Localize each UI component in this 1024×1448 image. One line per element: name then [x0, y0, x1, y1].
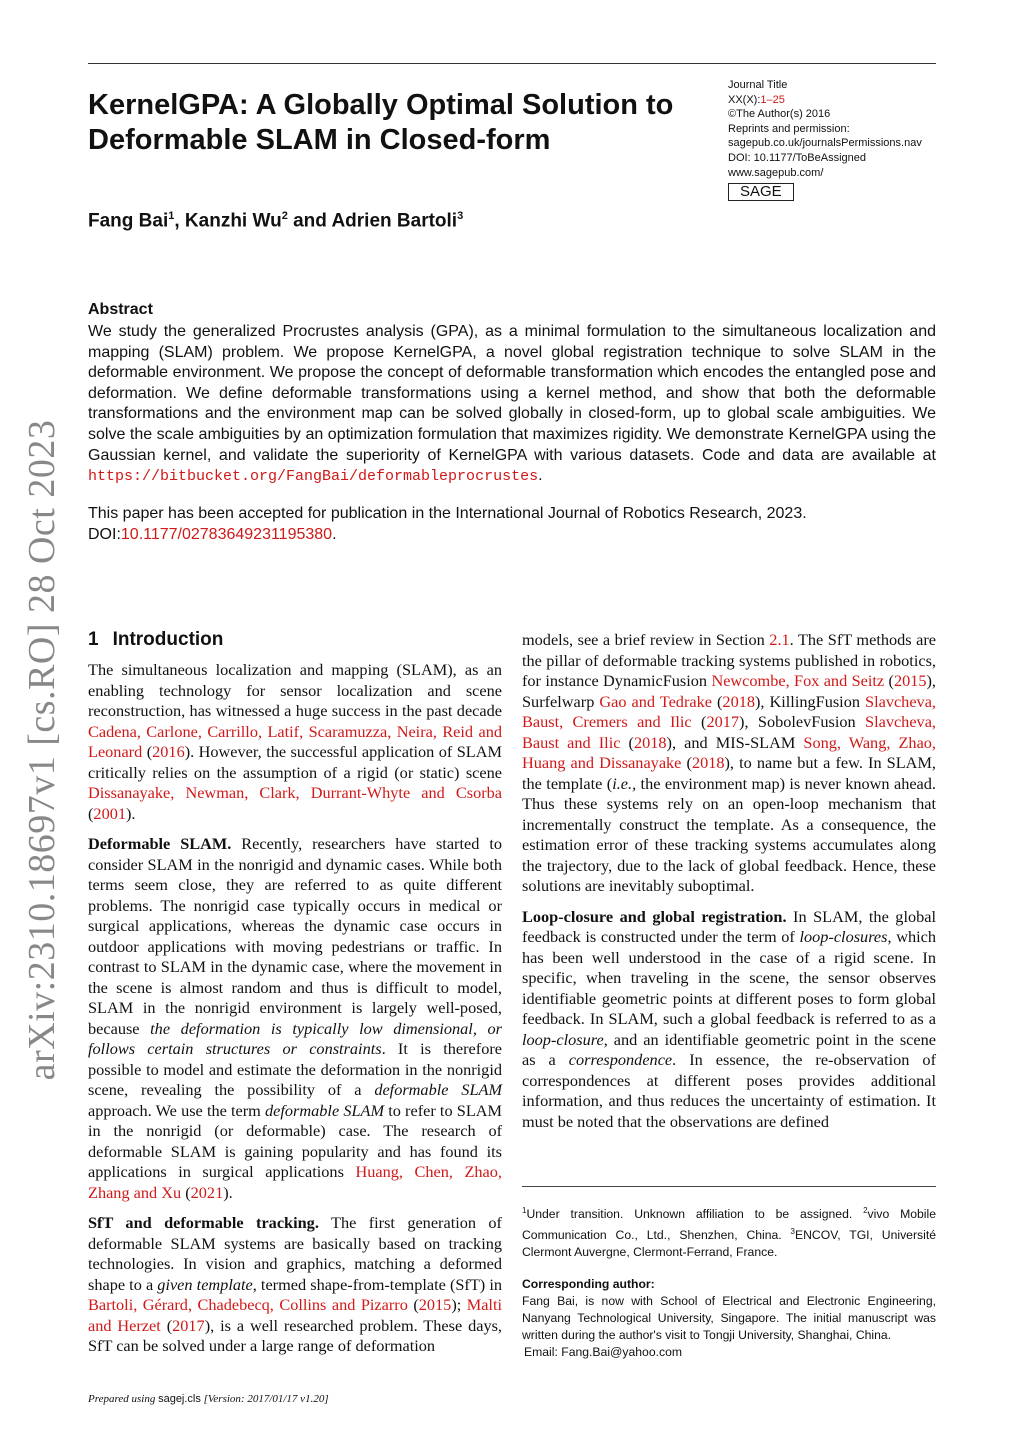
footnote-mark: 3 [790, 1227, 795, 1237]
author-name: Adrien Bartoli [331, 210, 458, 232]
permissions-url: sagepub.co.uk/journalsPermissions.nav [728, 137, 922, 150]
citation-link[interactable]: Malti and Herzet [88, 1295, 503, 1335]
citation-link[interactable]: Song, Wang, Zhao, Huang and Dissanayake [522, 732, 937, 772]
citation-link[interactable]: 2017 [706, 712, 740, 731]
section-heading [88, 629, 223, 651]
text-run: ( [142, 742, 153, 761]
text-run: loop-closures [799, 927, 888, 946]
citation-link[interactable]: Bartoli, Gérard, Chadebecq, Collins and Pizarro [88, 1295, 408, 1314]
author-separator: and [287, 210, 332, 232]
text-run: DOI: [88, 525, 121, 543]
text-run: ); [451, 1295, 467, 1314]
sage-logo: SAGE [728, 183, 794, 201]
text-run: deformable SLAM [374, 1080, 503, 1099]
paragraph [88, 1213, 502, 1357]
footer-class-file: sagej.cls [158, 1393, 201, 1405]
top-rule [88, 63, 936, 64]
text-run: . [332, 525, 337, 543]
volume-label: XX(X): [728, 93, 761, 106]
text-run: ), and MIS-SLAM [666, 732, 804, 752]
citation-link[interactable]: Dissanayake, Newman, Clark, Durrant-Whyte and Csorba [88, 783, 502, 802]
text-run: ( [711, 691, 723, 711]
footnotes [522, 1202, 936, 1361]
journal-info [728, 78, 922, 201]
citation-link[interactable]: Slavcheva, Baust and Ilic [522, 712, 936, 752]
text-run: correspondence [568, 1050, 673, 1069]
footnote-rule [522, 1186, 936, 1187]
corresponding-author-text: Fang Bai, is now with School of Electrical and Electronic Engineering, Nanyang Technological University, Singapore. The initial manuscript was written during the author's visit to Tongji University, Shanghai, China. [522, 1294, 936, 1343]
paragraph-heading: Loop-closure and global registration. [522, 906, 787, 926]
abstract-body [88, 322, 936, 488]
citation-link[interactable]: Cadena, Carlone, Carrillo, Latif, Scaramuzza, Neira, Reid and Leonard [88, 721, 502, 761]
text-run: models, see a brief review in Section [522, 630, 770, 649]
author-list [88, 210, 463, 232]
text-run: ), to name but a few. In SLAM, the template ( [522, 753, 936, 793]
text-run: This paper has been accepted for publication in the International Journal of Robotics Research, 2023. [88, 505, 807, 522]
citation-link[interactable]: 2001 [93, 803, 126, 823]
text-run: the environment map) is never known ahead. Thus these systems rely on an open-loop mechanism that incrementally construct the template. As a consequence, the estimation error of these tracking systems accumulates along the trajectory, due to the lack of global feedback. Hence, these solutions are inevitably suboptimal. [522, 773, 936, 895]
acceptance-note [88, 504, 936, 545]
paragraph-heading: SfT and deformable tracking. [88, 1213, 319, 1232]
citation-link[interactable]: 2017 [172, 1315, 205, 1335]
text-run: , which has been well understood in the case of a rigid scene. In specific, when traveling in the scene, the sensor observes identifiable geometric points at different poses to form global feedback. In SLAM, such a global feedback is referred to as a [522, 927, 936, 1028]
text-run: . It is therefore possible to model and estimate the deformation in the nonrigid scene, revealing the possibility of a [88, 1039, 502, 1099]
text-run: i.e., [612, 773, 637, 793]
footnote-mark: 2 [863, 1206, 868, 1215]
footer-version: [Version: 2017/01/17 v1.20] [200, 1393, 329, 1405]
author-name: Kanzhi Wu [184, 210, 282, 232]
paragraph [522, 907, 936, 1133]
text-run: Recently, researchers have started to consider SLAM in the nonrigid and dynamic cases. While both terms seem close, they are referred to as quite different problems. The nonrigid case typically occurs in medical or surgical applications, whereas the dynamic case occurs in outdoor applications with moving pedestrians or traffic. In contrast to SLAM in the dynamic case, where the movement in the scene is almost random and thus is difficult to model, SLAM in the nonrigid environment is largely well-posed, because [88, 834, 502, 1038]
affiliation: ENCOV, TGI, Université Clermont Auvergne, Clermont-Ferrand, France. [522, 1228, 936, 1260]
author-affiliation-mark: 1 [168, 210, 175, 222]
text-run: ( [407, 1295, 419, 1314]
arxiv-stamp: arXiv:2310.18697v1 [cs.RO] 28 Oct 2023 [21, 419, 63, 1081]
citation-link[interactable]: 2018 [691, 753, 725, 772]
abstract-heading: Abstract [88, 301, 153, 318]
journal-volume [728, 93, 922, 108]
paragraph [522, 630, 936, 897]
footer-prefix: Prepared using [88, 1393, 159, 1405]
text-run: ( [620, 732, 634, 752]
text-run: The first generation of deformable SLAM systems are basically based on tracking technologies. In vision and graphics, matching a deformed shape to a [88, 1213, 502, 1294]
affiliation: Under transition. Unknown affiliation to be assigned. [526, 1207, 864, 1222]
citation-link[interactable]: Huang, Chen, Zhao, Zhang and Xu [88, 1162, 502, 1202]
author-affiliation-mark: 3 [457, 210, 464, 222]
journal-doi: DOI: 10.1177/ToBeAssigned [728, 151, 866, 164]
citation-link[interactable]: https://bitbucket.org/FangBai/deformableprocrustes [88, 468, 539, 486]
citation-link[interactable]: 2015 [893, 671, 927, 690]
citation-link[interactable]: 2016 [152, 742, 185, 761]
text-run: ), Surfelwarp [522, 671, 936, 711]
text-run: deformable SLAM [265, 1100, 385, 1120]
text-run: ), KillingFusion [754, 691, 866, 711]
author-separator: , [174, 210, 185, 232]
left-column [88, 660, 502, 1367]
text-run: ), is a well researched problem. These days, SfT can be solved under a large range of deformation [88, 1315, 502, 1355]
paper-title: KernelGPA: A Globally Optimal Solution to Deformable SLAM in Closed-form [88, 89, 674, 156]
citation-link[interactable]: 2015 [418, 1295, 452, 1314]
author-name: Fang Bai [88, 210, 169, 232]
text-run: We study the generalized Procrustes analysis (GPA), as a minimal formulation to the simultaneous localization and mapping (SLAM) problem. We propose KernelGPA, a novel global registration technique to solve SLAM in the deformable environment. We propose the concept of deformable transformation which encodes the entangled pose and deformation. We define deformable transformations using a kernel method, and show that both the deformable transformations and the environment map can be solved globally in closed-form, up to global scale ambiguities. We solve the scale ambiguities by an optimization formulation that maximizes rigidity. We demonstrate KernelGPA using the Gaussian kernel, and validate the superiority of KernelGPA with various datasets. Code and data are available at [88, 323, 936, 464]
paragraph [88, 660, 502, 824]
text-run: . In essence, the re-observation of correspondences at different poses provides additional information, and thus reduces the uncertainty of estimation. It must be noted that the observations are defined [522, 1050, 936, 1131]
section-number: 1 [88, 629, 99, 650]
reprints-label: Reprints and permission: [728, 122, 850, 135]
text-run: ( [181, 1182, 191, 1202]
citation-link[interactable]: 2021 [190, 1182, 224, 1202]
paragraph [88, 834, 502, 1203]
page-range-link[interactable]: 1–25 [760, 93, 785, 106]
citation-link[interactable]: Gao and Tedrake [599, 691, 712, 711]
citation-link[interactable]: 10.1177/02783649231195380 [120, 525, 333, 543]
affiliations [522, 1202, 936, 1261]
text-run: to refer to SLAM in the nonrigid (or deformable) case. The research of deformable SLAM is gaining popularity and has found its applications in surgical applications [88, 1100, 503, 1181]
text-run: In SLAM, the global feedback is constructed under the term of [522, 906, 936, 946]
text-run: ), SobolevFusion [739, 712, 866, 731]
text-run: , and an identifiable geometric point in the scene as a [522, 1029, 936, 1069]
right-column [522, 630, 936, 1142]
text-run: The simultaneous localization and mapping (SLAM), as an enabling technology for sensor localization and scene reconstruction, has witnessed a huge success in the past decade [88, 660, 502, 720]
citation-link[interactable]: Newcombe, Fox and Seitz [711, 671, 885, 690]
text-run: , termed shape-from-template (SfT) in [252, 1274, 502, 1294]
corresponding-email: Email: Fang.Bai@yahoo.com [524, 1345, 683, 1360]
page-footer [88, 1393, 329, 1405]
copyright: ©The Author(s) 2016 [728, 108, 831, 121]
citation-link[interactable]: 2.1 [769, 630, 790, 649]
publisher-website: www.sagepub.com/ [728, 166, 824, 179]
text-run: . The SfT methods are the pillar of deformable tracking systems published in robotics, for instance DynamicFusion [522, 630, 937, 690]
text-run: the deformation is typically low dimensional, or follows certain structures or constraints [88, 1018, 503, 1058]
text-run: ( [681, 753, 692, 772]
citation-link[interactable]: 2018 [633, 732, 667, 752]
text-run: ( [160, 1315, 173, 1335]
text-run: ( [884, 671, 894, 690]
text-run: ( [691, 712, 707, 731]
text-run: ). However, the successful application of SLAM critically relies on the assumption of a rigid (or static) scene [88, 742, 502, 782]
paragraph-heading: Deformable SLAM. [88, 834, 232, 853]
citation-link[interactable]: 2018 [722, 691, 755, 711]
corresponding-author-heading: Corresponding author: [522, 1277, 655, 1292]
author-affiliation-mark: 2 [281, 210, 288, 222]
text-run: given template [157, 1274, 253, 1294]
text-run: ( [88, 803, 94, 823]
footnote-mark: 1 [522, 1206, 527, 1215]
affiliation: vivo Mobile Communication Co., Ltd., Shenzhen, China. [522, 1207, 936, 1243]
text-run: ). [223, 1182, 233, 1202]
journal-title: Journal Title [728, 79, 788, 91]
section-title: Introduction [112, 629, 224, 650]
text-run: loop-closure [522, 1029, 604, 1049]
text-run: approach. We use the term [88, 1100, 266, 1120]
text-run: . [538, 467, 543, 485]
text-run: ). [125, 803, 136, 823]
citation-link[interactable]: Slavcheva, Baust, Cremers and Ilic [522, 691, 936, 731]
